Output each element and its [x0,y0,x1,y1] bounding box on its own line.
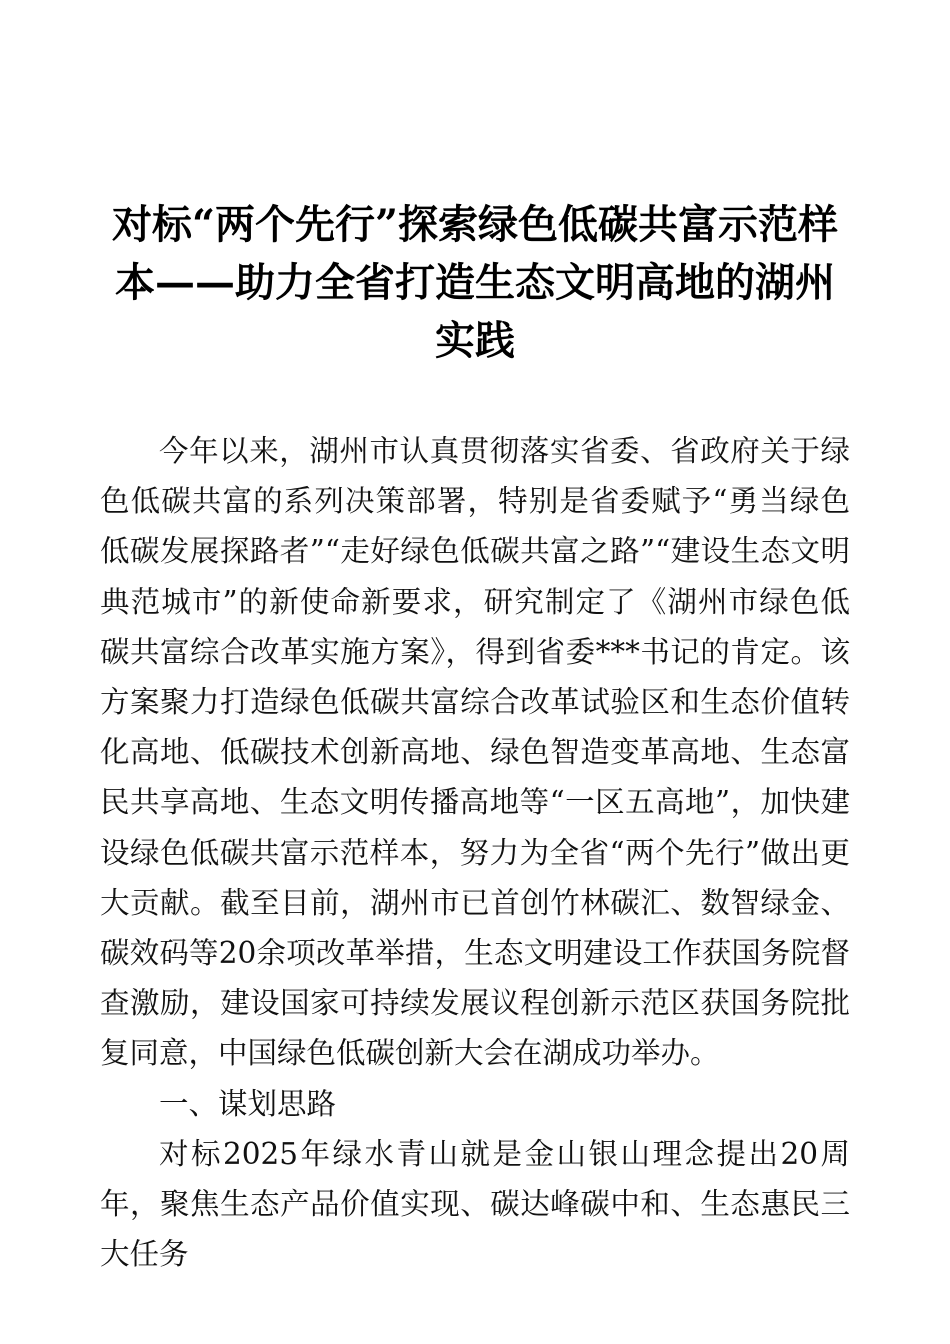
document-body [100,426,850,1279]
paragraph-intro: 今年以来，湖州市认真贯彻落实省委、省政府关于绿色低碳共富的系列决策部署，特别是省委赋予“勇当绿色低碳发展探路者”“走好绿色低碳共富之路”“建设生态文明典范城市”的新使命新要求，研究制定了《湖州市绿色低碳共富综合改革实施方案》，得到省委***书记的肯定。该方案聚力打造绿色低碳共富综合改革试验区和生态价值转化高地、低碳技术创新高地、绿色智造变革高地、生态富民共享高地、生态文明传播高地等“一区五高地”，加快建设绿色低碳共富示范样本，努力为全省“两个先行”做出更大贡献。截至目前，湖州市已首创竹林碳汇、数智绿金、碳效码等20余项改革举措，生态文明建设工作获国务院督查激励，建设国家可持续发展议程创新示范区获国务院批复同意，中国绿色低碳创新大会在湖成功举办。 [100,434,850,1071]
document-title: 对标“两个先行”探索绿色低碳共富示范样本——助力全省打造生态文明高地的湖州实践 [111,201,838,364]
section-heading-1: 一、谋划思路 [159,1086,337,1121]
paragraph-planning: 对标2025年绿水青山就是金山银山理念提出20周年，聚焦生态产品价值实现、碳达峰碳中和、生态惠民三大任务 [100,1136,850,1272]
